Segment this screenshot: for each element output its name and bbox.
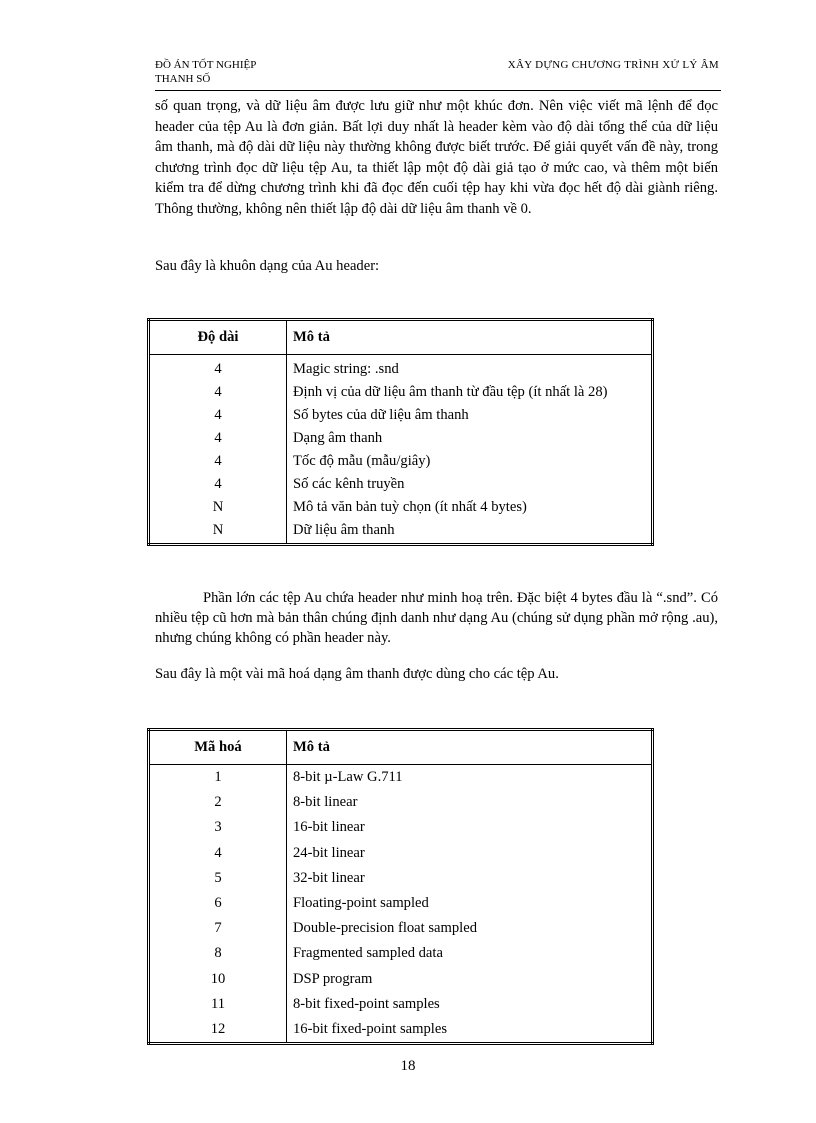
cell-description: Số các kênh truyền: [287, 473, 653, 496]
cell-length: 4: [149, 404, 287, 427]
cell-description: Double-precision float sampled: [287, 916, 653, 941]
table-row: [149, 790, 653, 815]
cell-description: 16-bit fixed-point samples: [287, 1017, 653, 1044]
paragraph-intro: số quan trọng, và dữ liệu âm được lưu giữ như một khúc đơn. Nên việc viết mã lệnh để đọc header của tệp Au là đơn giản. Bất lợi duy nhất là header kèm vào độ dài tổng thể của dữ liệu âm thanh, mà độ dài dữ liệu này thường không được biết trước. Để giải quyết vấn đề này, trong chương trình đọc dữ liệu tệp Au, ta thiết lập một độ dài giả tạo ở mức cao, và thêm một biến kiểm tra để dừng chương trình khi đã đọc đến cuối tệp hay khi vừa đọc hết độ dài giành riêng. Thông thường, không nên thiết lập độ dài dữ liệu âm thanh về 0.: [155, 98, 718, 217]
cell-length: 4: [149, 450, 287, 473]
cell-code: 8: [149, 941, 287, 966]
table-row: [149, 815, 653, 840]
table-header-row: [149, 730, 653, 765]
cell-description: Magic string: .snd: [287, 355, 653, 382]
table-row: [149, 355, 653, 382]
header-right: XÂY DỰNG CHƯƠNG TRÌNH XỬ LÝ ÂM: [507, 59, 719, 71]
table-row: [149, 866, 653, 891]
header-left-line2: THANH SỐ: [155, 73, 211, 85]
table-row: [149, 473, 653, 496]
table-row: [149, 404, 653, 427]
header-left: [155, 58, 256, 86]
cell-description: 8-bit linear: [287, 790, 653, 815]
column-header-length: Độ dài: [149, 320, 287, 355]
page-number: 18: [400, 1058, 416, 1074]
cell-code: 10: [149, 967, 287, 992]
table-row: [149, 891, 653, 916]
cell-code: 3: [149, 815, 287, 840]
cell-description: Số bytes của dữ liệu âm thanh: [287, 404, 653, 427]
cell-description: Fragmented sampled data: [287, 941, 653, 966]
cell-code: 5: [149, 866, 287, 891]
cell-code: 1: [149, 765, 287, 791]
cell-length: 4: [149, 355, 287, 382]
cell-length: 4: [149, 381, 287, 404]
cell-description: 8-bit fixed-point samples: [287, 992, 653, 1017]
cell-description: Dạng âm thanh: [287, 427, 653, 450]
table-row: [149, 967, 653, 992]
cell-description: DSP program: [287, 967, 653, 992]
table-row: [149, 519, 653, 545]
au-header-table: [147, 318, 654, 546]
cell-description: Dữ liệu âm thanh: [287, 519, 653, 545]
table-row: [149, 427, 653, 450]
cell-code: 11: [149, 992, 287, 1017]
cell-description: Tốc độ mẫu (mẫu/giây): [287, 450, 653, 473]
cell-description: Floating-point sampled: [287, 891, 653, 916]
cell-code: 7: [149, 916, 287, 941]
au-encoding-table: [147, 728, 654, 1045]
header-left-line1: ĐỒ ÁN TỐT NGHIỆP: [155, 59, 257, 71]
cell-description: 8-bit µ-Law G.711: [287, 765, 653, 791]
table-row: [149, 496, 653, 519]
cell-length: N: [149, 519, 287, 545]
paragraph-au-header-caption: Sau đây là khuôn dạng của Au header:: [155, 258, 380, 274]
cell-code: 2: [149, 790, 287, 815]
cell-length: 4: [149, 473, 287, 496]
table-row: [149, 941, 653, 966]
page-header: [155, 56, 721, 91]
cell-code: 12: [149, 1017, 287, 1044]
cell-code: 4: [149, 841, 287, 866]
table-row: [149, 381, 653, 404]
table-row: [149, 765, 653, 791]
table-row: [149, 1017, 653, 1044]
paragraph-au-files: Phần lớn các tệp Au chứa header như minh hoạ trên. Đặc biệt 4 bytes đầu là “.snd”. Có nhiều tệp cũ hơn mà bản thân chúng định danh như dạng Au (chúng sử dụng phần mở rộng .au), nhưng chúng không có phần header này.: [155, 590, 718, 646]
table-row: [149, 916, 653, 941]
table-row: [149, 450, 653, 473]
column-header-encoding: Mã hoá: [149, 730, 287, 765]
cell-description: 32-bit linear: [287, 866, 653, 891]
column-header-description: Mô tả: [287, 730, 653, 765]
cell-description: 24-bit linear: [287, 841, 653, 866]
paragraph-encoding-caption: Sau đây là một vài mã hoá dạng âm thanh được dùng cho các tệp Au.: [155, 666, 559, 682]
cell-description: 16-bit linear: [287, 815, 653, 840]
cell-length: 4: [149, 427, 287, 450]
cell-length: N: [149, 496, 287, 519]
column-header-description: Mô tả: [287, 320, 653, 355]
cell-description: Định vị của dữ liệu âm thanh từ đầu tệp (ít nhất là 28): [287, 381, 653, 404]
cell-code: 6: [149, 891, 287, 916]
table-row: [149, 841, 653, 866]
table-row: [149, 992, 653, 1017]
table-header-row: [149, 320, 653, 355]
cell-description: Mô tả văn bản tuỳ chọn (ít nhất 4 bytes): [287, 496, 653, 519]
